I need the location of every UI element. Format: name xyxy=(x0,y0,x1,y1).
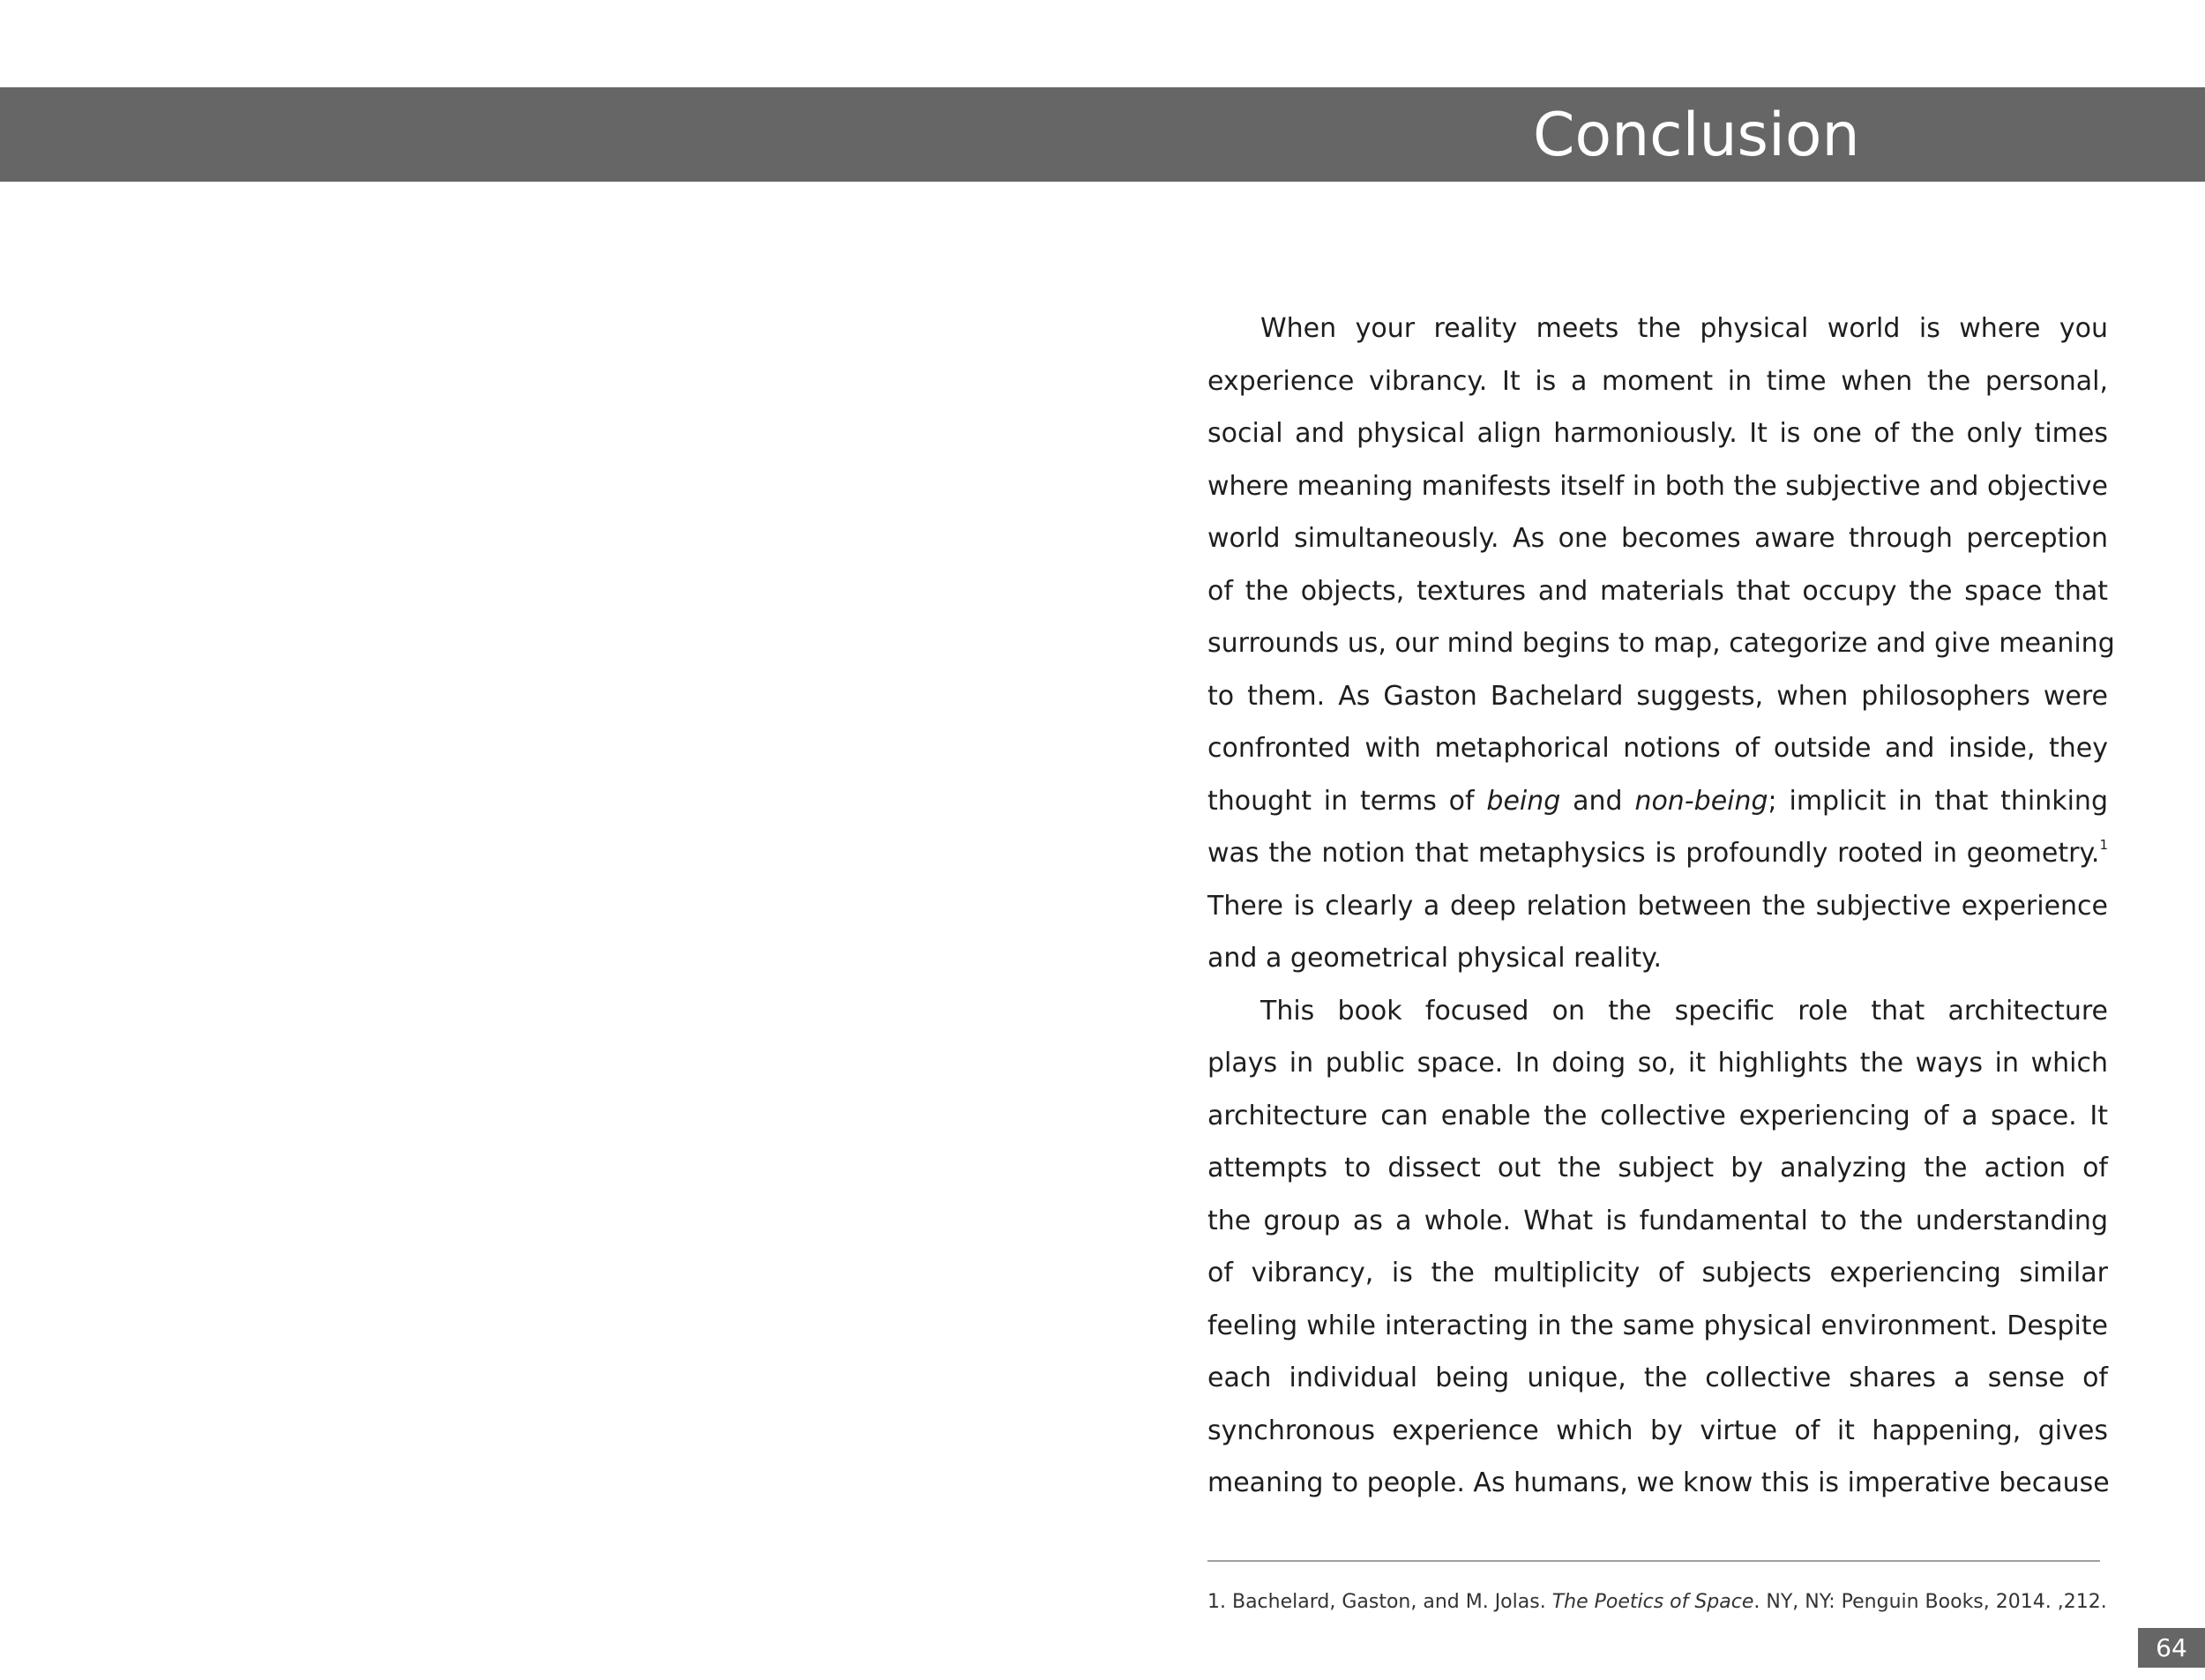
body-line: world simultaneously. As one becomes aware through perception xyxy=(1207,523,2108,554)
body-line xyxy=(1207,827,2108,880)
title-bar xyxy=(0,87,2205,182)
page-number-badge xyxy=(2138,1628,2205,1668)
body-line: There is clearly a deep relation between the subjective experience xyxy=(1207,890,2108,922)
body-line-text: ; implicit in that thinking xyxy=(1768,785,2108,817)
body-line: each individual being unique, the collective shares a sense of xyxy=(1207,1363,2108,1393)
body-line: feeling while interacting in the same physical environment. Despite xyxy=(1207,1310,2108,1341)
body-line-text: thought in terms of xyxy=(1207,785,1487,817)
body-line: architecture can enable the collective experiencing of a space. It xyxy=(1207,1100,2108,1131)
body-line: of vibrancy, is the multiplicity of subjects experiencing similar xyxy=(1207,1258,2108,1288)
body-line: This book focused on the specific role that architecture xyxy=(1260,995,2108,1027)
footnote-divider xyxy=(1207,1560,2100,1562)
footnote-text: . NY, NY: Penguin Books, 2014. ,212. xyxy=(1753,1591,2107,1613)
page-title: Conclusion xyxy=(1533,101,1860,170)
body-line: confronted with metaphorical notions of outside and inside, they xyxy=(1207,733,2108,764)
body-line: the group as a whole. What is fundamental to the understanding xyxy=(1207,1205,2108,1236)
body-line: to them. As Gaston Bachelard suggests, when philosophers were xyxy=(1207,680,2108,712)
body-line-text: and xyxy=(1560,785,1635,817)
body-line-text: was the notion that metaphysics is profoundly rooted in geometry. xyxy=(1207,838,2100,869)
body-line: synchronous experience which by virtue of it happening, gives xyxy=(1207,1415,2108,1446)
body-text xyxy=(1207,302,2115,1510)
body-line xyxy=(1207,775,2108,828)
body-line: surrounds us, our mind begins to map, categorize and give meaning xyxy=(1207,628,2115,659)
body-line: attempts to dissect out the subject by analyzing the action of xyxy=(1207,1153,2108,1183)
body-line: experience vibrancy. It is a moment in time when the personal, xyxy=(1207,365,2108,397)
body-line: When your reality meets the physical world is where you xyxy=(1260,313,2108,344)
footnote-reference[interactable]: 1 xyxy=(2099,837,2108,853)
page-number: 64 xyxy=(2156,1633,2187,1662)
footnote-book-title: The Poetics of Space xyxy=(1551,1591,1754,1613)
body-line: of the objects, textures and materials that occupy the space that xyxy=(1207,575,2108,607)
body-line: and a geometrical physical reality. xyxy=(1207,943,1663,974)
body-line: plays in public space. In doing so, it highlights the ways in which xyxy=(1207,1048,2108,1079)
footnote-text: 1. Bachelard, Gaston, and M. Jolas. xyxy=(1207,1591,1552,1613)
footnote xyxy=(1207,1587,2107,1618)
body-line: meaning to people. As humans, we know this is imperative because xyxy=(1207,1467,2110,1498)
italic-term-being: being xyxy=(1486,785,1561,817)
body-line: where meaning manifests itself in both the subjective and objective xyxy=(1207,470,2108,502)
italic-term-non-being: non-being xyxy=(1634,785,1768,817)
body-line: social and physical align harmoniously. It is one of the only times xyxy=(1207,418,2108,449)
